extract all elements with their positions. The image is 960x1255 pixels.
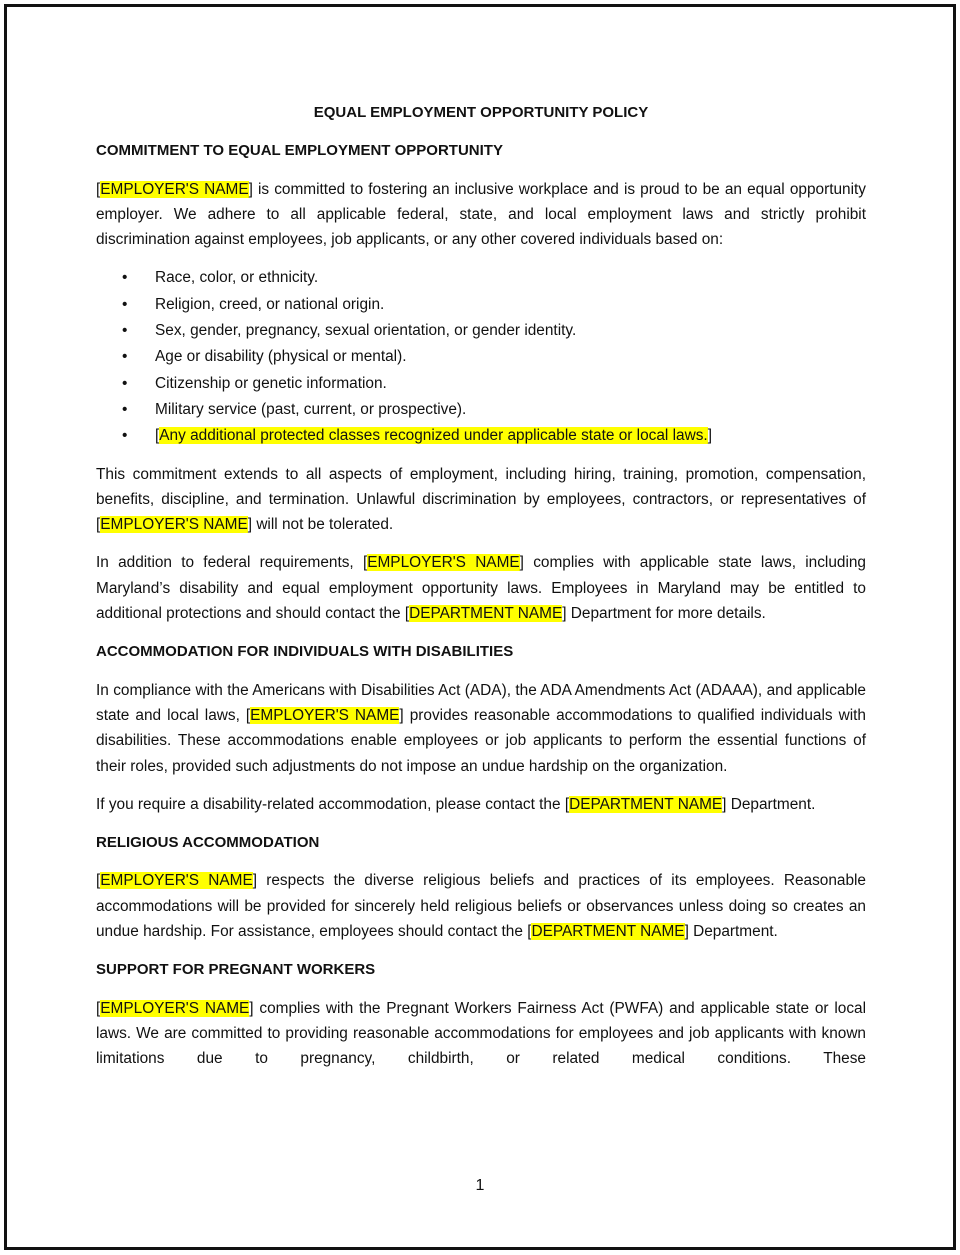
placeholder-department-name: DEPARTMENT NAME	[531, 923, 685, 941]
list-item-text: Sex, gender, pregnancy, sexual orientation, or gender identity.	[155, 322, 577, 340]
paragraph-religious-accommodation	[96, 868, 866, 944]
text-fragment: [	[96, 872, 101, 890]
text-fragment: ] complies with applicable state laws, including Maryland’s disability and equal employment opportunity laws. Employees in Maryland may be entitled to additional protections and should contact the [	[96, 554, 866, 623]
list-item-text: Race, color, or ethnicity.	[155, 269, 319, 287]
placeholder-additional-classes: Any additional protected classes recognized under applicable state or local laws.	[159, 427, 708, 445]
paragraph-commitment-scope	[96, 462, 866, 538]
list-item-text: Military service (past, current, or prospective).	[155, 400, 467, 418]
bullet-icon: •	[122, 269, 128, 287]
text-fragment: ] provides reasonable accommodations to qualified individuals with disabilities. These accommodations enable employees or job applicants to perform the essential functions of their roles, provided such adjustments do not impose an undue hardship on the organization.	[96, 706, 866, 775]
paragraph-state-requirements	[96, 550, 866, 626]
bullet-icon: •	[122, 400, 128, 418]
text-fragment: In addition to federal requirements, [	[96, 554, 368, 572]
paragraph-pwfa	[96, 996, 866, 1072]
text-fragment: ] Department for more details.	[562, 605, 766, 623]
document-title: EQUAL EMPLOYMENT OPPORTUNITY POLICY	[313, 104, 649, 121]
text-fragment: In compliance with the Americans with Disabilities Act (ADA), the ADA Amendments Act (ADAAA), and applicable state and local laws, [	[96, 681, 866, 724]
paragraph-ada-compliance	[96, 678, 866, 779]
text-fragment: ] will not be tolerated.	[247, 516, 394, 534]
list-item	[96, 397, 866, 423]
bullet-icon: •	[122, 427, 128, 445]
text-fragment: ] complies with the Pregnant Workers Fairness Act (PWFA) and applicable state or local laws. We are committed to providing reasonable accommodations for employees and job applicants with known limitations due to pregnancy, childbirth, or related medical conditions. These	[96, 999, 866, 1068]
placeholder-department-name: DEPARTMENT NAME	[569, 795, 723, 813]
paragraph-accommodation-contact	[96, 792, 866, 817]
list-item	[96, 292, 866, 318]
bullet-icon: •	[122, 374, 128, 392]
protected-classes-list	[96, 265, 866, 449]
text-fragment: If you require a disability-related accommodation, please contact the [	[96, 795, 570, 813]
list-item	[96, 265, 866, 291]
text-fragment: [	[155, 427, 160, 445]
text-fragment: This commitment extends to all aspects of employment, including hiring, training, promotion, compensation, benefits, discipline, and termination. Unlawful discrimination by employees, contractors, or representatives of [	[96, 465, 866, 534]
page-number: 1	[475, 1177, 485, 1194]
document-page	[4, 4, 956, 1250]
bullet-icon: •	[122, 295, 128, 313]
list-item-text: Citizenship or genetic information.	[155, 374, 387, 392]
text-fragment: ]	[707, 427, 712, 445]
placeholder-department-name: DEPARTMENT NAME	[409, 605, 563, 623]
placeholder-employer-name: EMPLOYER'S NAME	[250, 706, 400, 724]
placeholder-employer-name: EMPLOYER'S NAME	[100, 180, 249, 198]
bullet-icon: •	[122, 348, 128, 366]
list-item-text: Age or disability (physical or mental).	[155, 348, 407, 366]
document-body	[96, 100, 866, 1085]
section-heading-disabilities: ACCOMMODATION FOR INDIVIDUALS WITH DISABILITIES	[96, 643, 514, 661]
placeholder-employer-name: EMPLOYER'S NAME	[100, 999, 250, 1017]
list-item	[96, 423, 866, 449]
list-item	[96, 344, 866, 370]
paragraph-commitment-intro	[96, 177, 866, 253]
text-fragment: ] Department.	[722, 795, 816, 813]
placeholder-employer-name: EMPLOYER'S NAME	[100, 516, 248, 534]
text-fragment: ] Department.	[684, 923, 778, 941]
list-item-text: Religion, creed, or national origin.	[155, 295, 385, 313]
text-fragment: [	[96, 180, 101, 198]
placeholder-employer-name: EMPLOYER'S NAME	[367, 554, 520, 572]
placeholder-employer-name: EMPLOYER'S NAME	[100, 872, 253, 890]
text-fragment: [	[96, 999, 101, 1017]
list-item	[96, 371, 866, 397]
section-heading-commitment: COMMITMENT TO EQUAL EMPLOYMENT OPPORTUNITY	[96, 142, 503, 160]
text-fragment: ] is committed to fostering an inclusive workplace and is proud to be an equal opportunity employer. We adhere to all applicable federal, state, and local employment laws and strictly prohibit discrimination against employees, job applicants, or any other covered individuals based on:	[96, 180, 866, 249]
bullet-icon: •	[122, 322, 128, 340]
section-heading-religious: RELIGIOUS ACCOMMODATION	[96, 834, 320, 852]
text-fragment: ] respects the diverse religious beliefs and practices of its employees. Reasonable accommodations will be provided for sincerely held religious beliefs or observances unless doing so creates an undue hardship. For assistance, employees should contact the [	[96, 872, 866, 941]
list-item	[96, 318, 866, 344]
section-heading-pregnant-workers: SUPPORT FOR PREGNANT WORKERS	[96, 961, 376, 979]
